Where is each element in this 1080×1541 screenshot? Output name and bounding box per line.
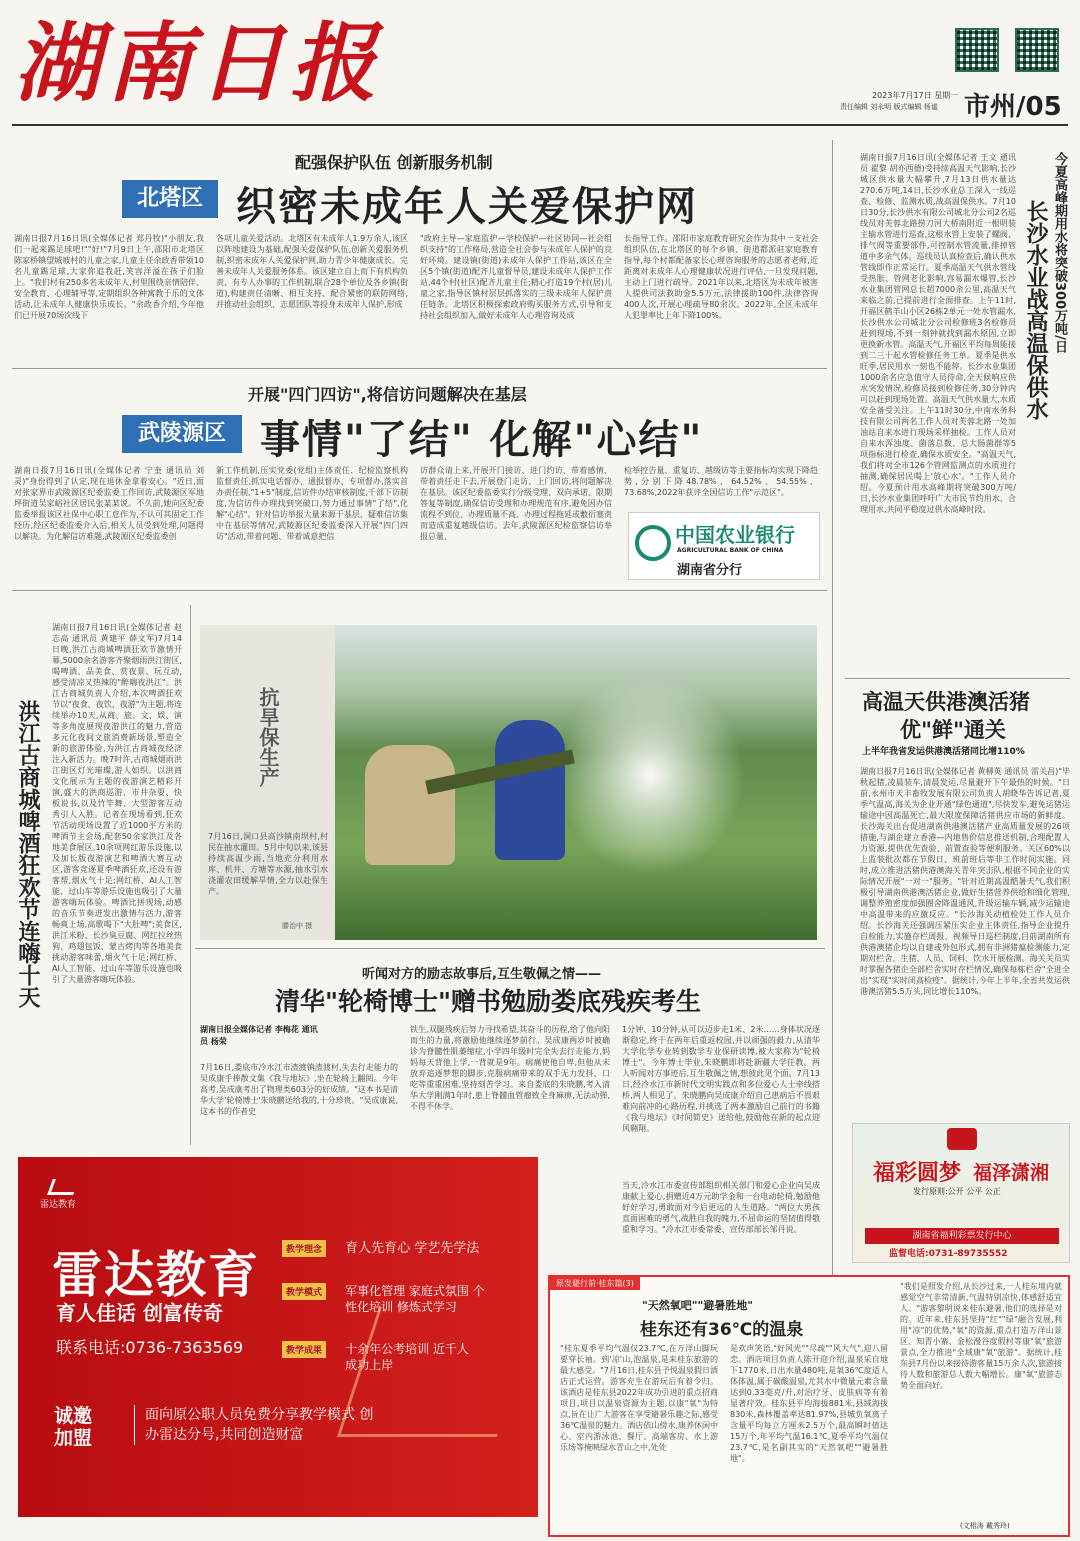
art2-headline: 事情"了结" 化解"心结" — [260, 417, 704, 463]
ad-phone: 联系电话:0736-7363569 — [56, 1338, 244, 1357]
qr-code-1 — [955, 28, 999, 72]
box-kicker: "天然氧吧""避暑胜地" — [642, 1299, 753, 1312]
left-story-body: 湖南日报7月16日讯(全媒体记者 赵志高 通讯员 黄建平 薛文军)7月14日晚,洪江古商城啤酒狂欢节激情开幕,5000余名游客齐聚烟雨洪江街区,喝啤酒、品美食、赏夜景、玩互动,感受清凉又热辣的"醉嗨夜洪江"。洪江古商城负责人介绍,本次啤酒狂欢节以"夜食、夜饮、夜游"为主题,将连续举办10天,从商、旅、文、娱、演等多角度展现夜游洪江的魅力,营造多元化夜间文旅消费新场景,塑造全新的旅游体验,为洪江古商城夜经济注入新活力。晚7时许,古商城烟雨洪江街区灯光璀璨,游人如织。以洪商文化展示为主题的夜游演艺精彩开演,盛大的洪商巡游、市井杂耍、快板说书,以及竹竿舞、大型游客互动秀引人入胜。记者在现场看到,狂欢节活动现场设置了近1000平方米的啤酒节主会场,配套50余家洪江及各地美食展区,10余项网红游乐设施,以及加长版夜游演艺和啤酒大赛互动区,游客竞逐夏季啤酒狂欢,还设有游客帮,烟火气十足;网红桥、AI人工智能、过山车等游乐设施也吸引了大量游客嗨玩体验。啤酒比拼现场,动感的音乐节奏迸发出激情与活力,游客畅爽上场,高歌喝下"大肚啤";美食区,洪江米粉、长沙臭豆腐、网红拉丝热狗、鸡翅包饭、蒙古烤肉等各地美食挑动游客味蕾,烟火气十足;网红桥、AI人工智能、过山车等游乐设施也吸引了大量游客嗨玩体验。 — [52, 623, 182, 984]
art3-col-1: 7月16日,娄底市冷水江市渣渡镇渣渡村,失去行走能力的吴成康手捧散文集《我与地坛》,坐在轮椅上翻阅。今年高考,吴成康考出了物理类603分的好成绩。"这本书是清华大学'轮椅博士'朱晓鹏送给我的,十分珍贵。"吴成康说,这本书的作者史 — [200, 1063, 398, 1116]
ad-tag: 教学模式 — [282, 1283, 326, 1300]
masthead-rule — [12, 124, 1068, 126]
bank-ad — [628, 512, 820, 580]
qr-code-2 — [1015, 28, 1059, 72]
ad-row-text: 军事化管理 家庭式氛围 个性化培训 修炼式学习 — [345, 1284, 485, 1314]
divider — [12, 368, 827, 369]
bank-logo-icon — [635, 525, 671, 561]
ad-tag: 教学成果 — [282, 1341, 326, 1358]
education-ad — [18, 1157, 538, 1517]
art3-col-3: 1分钟、10分钟,从可以迈步走1米、2米……身体状况逐渐稳定,终于在两年后重返校园,并以顽强的毅力,从清华大学化学专业转到数学专业保研读博,被大家称为"轮椅博士"。今年博士毕业,朱晓鹏即将赴新疆大学任教。两人听闻对方事迹后,互生敬佩之情,想彼此见个面。7月13日,经冷水江市新时代文明实践点和多位爱心人士牵线搭桥,两人相见了。朱晓鹏向吴成康介绍自己患病后不畏艰难向前冲的心路历程,并挑选了两本激励自己前行的书籍《我与地坛》《时间简史》送给他,鼓励他在新的起点迎风翱翔。 — [622, 1025, 820, 1133]
ad-logo: 雷达教育 — [40, 1200, 77, 1210]
art1-col-2: 各项儿童关爱活动。北塔区有未成年人1.9万余人,该区以阵地建设为基础,配强关爱保护队伍,创新关爱服务机制,织密未成年人关爱保护网,助力青少年健康成长。完善未成年人关爱服务体系。该区建立自上而下有机构负责、有专人办事的工作机制,联合28个单位及各乡镇(街道),构建责任清晰、相互支持、配合紧密的联防网络,并推动社会组织、志愿团队等投身未成年人保护,形成 — [216, 234, 408, 309]
art1-col-3: "政府主导—家庭监护—学校保护—社区协同—社会组织支持"的工作格局,营造全社会参与未成年人保护的良好环境。建设镇(街道)未成年人保护工作站,该区在全区5个镇(街道)配齐儿童督导员,建设未成年人保护工作站,44个村(社区)配齐儿童主任;精心打造19个村(居)儿童之家,指导区镇村层层抓落实的三级未成年人保护责任链条。北塔区积极探索政府购买服务方式,引导和支持社会组织加入,做好未成年人心理咨询及成 — [420, 234, 612, 320]
column-rule — [190, 605, 191, 1145]
photo-caption: 7月16日,洞口县高沙镇南坝村,村民在抽水灌田。5月中旬以来,该县持续高温少雨,当地充分利用水库、机井、方塘等水源,抽水引水浇灌农田缓解旱情,全力以赴保生产。 — [208, 832, 328, 896]
right2-subtitle: 上半年我省发运供港澳活猪同比增110% — [862, 747, 1025, 757]
art2-col-2: 新工作机制,压实党委(党组)主体责任、纪检监察机构监督责任,抓实电话督办、通报督办、专项督办,落实首办责任制,"1+5"制度,信访件办结审核制度,千部下访制度,为信访件办理找到突破口,努力通过事情"了结",化解"心结"。针对信访举报大量来源于基层、疑难信访集中在基层等情况,武陵源区纪委监委深入开展"四门四访"活动,带着问题、带着诚意把信 — [216, 466, 408, 541]
art3-byline: 湖南日报全媒体记者 李梅花 通讯员 杨荣 — [200, 1025, 318, 1046]
lottery-principle: 发行原则:公开 公平 公正 — [913, 1187, 1001, 1196]
art2-col-4: 检举控告量、重复访、越级访等主要指标均实现下降趋势,分别下降48.78%、64.52%、54.55%、73.68%,2022年获评全国信访工作"示范区"。 — [624, 466, 818, 497]
lottery-logo-icon — [947, 1128, 977, 1150]
ad-title: 雷达教育 — [52, 1246, 260, 1304]
art3-headline: 清华"轮椅博士"赠书勉励娄底残疾考生 — [275, 987, 702, 1016]
bank-branch: 湖南省分行 — [677, 563, 743, 578]
right1-title: 长沙水业战高温保供水 — [1023, 200, 1048, 420]
art1-district-tag: 北塔区 — [122, 180, 218, 218]
box-col-1: "桂东夏季平均气温仅23.7℃,在万洋山脚玩要穿长袖。到'凉'山,泡温泉,是来桂东旅游的最大感受。"7月16日,桂东县予悦温泉假日酒店正式运营。游客充生在游玩后有着令归。该酒店是桂东县2022年成功引进的重点招商项目,项目以温泉资源为主题,以康"氧"为特点,旨在让广大游客在享受避暑乐趣之际,感受36℃温泉的魅力。酒店依山傍水,康养休闲中心、室内游泳池、餐厅、高端客房、水上游乐场等掩映绿水青山之中,处处 — [560, 1344, 718, 1452]
divider — [12, 590, 827, 591]
art1-col-4: 长指导工作。邵阳市家庭教育研究会作为其中一支社会组织队伍,在北塔区的每个乡镇、街道都派驻家庭教育指导,每个村都配备家长心理咨询服务的志愿者老师,近距离对未成年人心理健康状况进行评估,一旦发现问题,主动上门进行疏导。2021年以来,北塔区为未成年被害人提供司法救助金5.5万元,法律援助100件,法律咨询400人次,开展心理疏导80余次。2022年,全区未成年人犯罪率比上年下降100%。 — [624, 234, 818, 320]
ad-invite: 诚邀加盟 — [54, 1405, 93, 1449]
art1-headline: 织密未成年人关爱保护网 — [236, 184, 698, 230]
box-label: 原发避行前·桂东篇(3) — [550, 1277, 640, 1290]
ad-tag: 教学理念 — [282, 1240, 326, 1257]
bank-name: 中国农业银行 — [675, 523, 795, 547]
ad-logo-icon — [47, 1179, 79, 1195]
right1-body: 湖南日报7月16日讯(全媒体记者 王文 通讯员 翟黎 胡亦西德)受持续高温天气影响,长沙城区供水量大幅攀升,7月13日供水量达270.6万吨,14日,长沙水业总工深入一线巡查、检修、监测水质,战高温保供水。7月10日30分,长沙供水有限公司城北分公司2名巡线员对芙蓉北路捞刀河大桥南附近一根明装主输水管进行巡查,这根水管上安装了螺阀、排气阀等重要部件,可控制水管流量,排掉管道中多余气体。巡线员认真检查后,确认供水管线即作正常运行。夏季高温天气供水管线受热胀、管网老化影响,容易漏水爆管,长沙水业集团管网总长超7000余公里,高温天气来临之前,已提前进行全面排查。上午11时,开福区鹤羊山小区26栋2单元一处水管漏水,长沙供水公司城北分公司检修班3名检修员赶到现场,不到一刻钟就找到漏水原因,立即更换新水管。高温天气,开福区平均每周能接到二三十起水管检修任务工单。夏季是供水旺季,居民用水一刻也不能停。长沙水业集团1000余名应急值守人员待命,全天候响应供水突发情况,检修员接到检修任务,30分钟内可以赶到现场处置。高温天气供水量大,水质安全备受关注。上午11时30分,中南水务科技有限公司两名工作人员对芙蓉北路一处加油站自来水进行现场采样抽检。工作人员对自来水浑浊度、菌落总数、总大肠菌群等5项指标进行检查,确保水质安全。"高温天气,我们将对全市126个管网监测点的水质进行抽测,确保居民喝上'放心水'。"工作人员介绍。今夏预计用水高峰期将突破300万吨/日,长沙水业集团呼吁广大市民节约用水、合理用水,共同平稳度过供水高峰时段。 — [860, 153, 1016, 514]
photo-credit: 滕治中 摄 — [282, 922, 313, 930]
ad-row-text: 十余年公考培训 近千人成功上岸 — [345, 1342, 469, 1372]
box-headline: 桂东还有36℃的温泉 — [640, 1320, 804, 1340]
right2-body: 湖南日报7月16日讯(全媒体记者 黄柳英 通讯员 雷关昌)"毕秋起猪,凌晨装车,清晨发运,尽量避开下午最热的时候。"日前,永州市天丰畜牧发展有限公司负责人胡晓华告诉记者,夏季气温高,海关为企业开通"绿色通道",尽快发车,避免运猪运输途中因高温死亡,最大限度保障活猪供应市场的新鲜度。长沙海关出台促进湖南供港澳活猪产业高质量发展的26项措施,与湖企建立香港—内地售价信息推送机制,合理配置人力资源,提供优先查验、前置查验等便利服务。关区60%以上监装批次都在节假日、班前班后等非工作时间实施。同时,成立推进活猪供港澳海关青年突击队,根据不同企业的实际情况开展"一对一"服务。"针对近期高温酷暑天气,我们积极引导湖南供港澳活猪企业,做好生猪营养供给和细化管理,调整养殖密度加强圈舍降温通风,升级运输车辆,减少运输途中高温带来的应激反应。"长沙海关动植检处工作人员介绍。长沙海关还强调压紧压实企业主体责任,指导企业提升自检能力,实施存栏周报、视频导日巡栏制度,目前湖南所有供港澳猪企均以自建或外包形式,拥有非洲猪瘟检测能力,定期对栏舍、生猪、人员、饲料、饮水开展检测。海关关员实时掌握各猪企全部栏舍实时存栏情况,确保每栋栏舍"全进全出"实现"实时闭高检疫"。据统计,今年上半年,全省共发运供港澳活猪5.5万头,同比增长110%。 — [860, 767, 1070, 996]
art1-kicker: 配强保护队伍 创新服务机制 — [295, 153, 493, 172]
lottery-slogan: 福泽潇湘 — [973, 1162, 1050, 1184]
divider — [845, 678, 1070, 679]
ad-row-text: 育人先育心 学艺先学法 — [345, 1241, 480, 1256]
right2-headline-1: 高温天供港澳活猪 — [862, 690, 1030, 714]
lottery-org: 湖南省福利彩票发行中心 — [865, 1228, 1059, 1244]
art2-district-tag: 武陵源区 — [122, 415, 242, 453]
lottery-logo: 福彩圆梦 — [873, 1161, 962, 1186]
divider — [195, 948, 825, 949]
box-byline: (文相涛 戴秀玲) — [960, 1522, 1010, 1530]
box-col-2: 是欢声笑语,"好风光""尽疏""风大气",迎八留恋。酒店项目负责人陈开迎介绍,温泉采自地下1770米,日出水量480吨,是氧36℃度适人体体温,属于碳酸温泉,尤其水中微量元素含量达到0.33毫克/升,对治疗牙、皮肤病等有着显著疗效。桂东县平均海拔881米,县域海拔830米,森林覆盖率达81.97%,县城负氧离子含量平均每立方厘米2.5万个,最高瞬时值达15万个,年平均气温16.1℃,夏季平均气温仅23.7℃,是名副其实的"天然氧吧""避暑胜地"。 — [730, 1344, 888, 1463]
masthead-logo: 湖南日报 — [14, 13, 382, 114]
right1-subtitle: 今夏高峰期用水将突破300万吨/日 — [1052, 152, 1067, 353]
ad-row-1 — [282, 1237, 479, 1257]
lottery-tel: 监督电话:0731-89735552 — [889, 1249, 1008, 1259]
art2-kicker: 开展"四门四访",将信访问题解决在基层 — [248, 385, 527, 404]
art2-col-1: 湖南日报7月16日讯(全媒体记者 宁奎 通讯员 刘灵)"身份得到了认定,现在退休金拿着安心。"近日,面对张家界市武陵源区纪委监委工作回访,武陵源区军地坪街道吴家峪社区居民张某某说。不久前,她向区纪委监委举报该区社保中心职工怠作为,不认可其固定工作经历,经区纪委监委介入后,相关人员受到处理,问题得以解决。为化解信访难题,武陵源区纪委监委创 — [14, 466, 204, 541]
ad-footer: 面向原公职人员免费分享教学模式 创办雷达分号,共同创造财富 — [134, 1405, 384, 1445]
art3-col-4: 当天,冷水江市委宣传部组织相关部门和爱心企业向吴成康献上爱心,捐赠近4万元助学金和一台电动轮椅,勉励他好好学习,勇敢面对今后更远的人生道路。"两位大男孩直面困难的勇气,战胜自我的魄力,不屈命运的坚韧值得敬重和学习。"冷水江市委常委、宣传部部长邹丹说。 — [622, 1181, 820, 1234]
bank-en: AGRICULTURAL BANK OF CHINA — [677, 547, 784, 554]
masthead-editors: 责任编辑 刘永明 版式编辑 杨谧 — [840, 103, 938, 111]
photo-title: 抗旱保生产 — [256, 687, 280, 787]
art2-col-3: 访群众请上来,开展开门接访、进门约访、带着感情、带着责任走下去,开展登门走访、上门回访,将问题解决在基层。该区纪委监委实行分级受理、双向承诺、限期答复等制度,确保信访受理和办理规范有序,避免因办信流程不到位、办理质量不高、办理过程拖延或敷衍塞责而造成重复越级信访。去年,武陵源区纪检监察信访举报总量、 — [420, 466, 612, 541]
art1-col-1: 湖南日报7月16日讯(全媒体记者 郑丹牧)"小朋友,我们一起来踢足球吧!""好!"7月9日上午,邵阳市北塔区陈家桥镇望城坡村的儿童之家,儿童主任余政香带领10名儿童踢足球,大家你追我赶,笑容洋溢在孩子们脸上。"我们村有250多名未成年人,村里围绕亲情陪伴、安全教育、心理辅导等,定期组织各种寓教于乐的文体活动,让未成年人健康快乐成长。"余政香介绍,今年他们已开展70场次线下 — [14, 234, 204, 320]
left-story-title: 洪江古商城啤酒狂欢节连嗨十天 — [15, 700, 40, 1008]
art3-col-2: 铁生,双腿残疾后努力寻找希望,其奋斗的历程,给了他向阳而生的力量,将激励他继续逐梦前行。吴成康两岁时被确诊为脊髓性肌萎缩症,小学四年级时完全失去行走能力,妈妈每天背他上学,一背就是9年。病痛使他自卑,但他从未放弃追逐梦想的脚步,克服病痛带来的双手无力发抖、口吃等重重困难,坚持刻苦学习。来自娄底的朱晓鹏,考入清华大学刚满1年时,患上脊髓血管瘤致全身麻痹,无法动弹,不得不休学。 — [410, 1025, 610, 1111]
masthead-date: 2023年7月17日 星期一 — [872, 91, 959, 100]
art3-kicker: 听闻对方的励志故事后,互生敬佩之情—— — [362, 967, 601, 982]
photo-caption-panel — [200, 625, 335, 940]
photo-farmers-watering — [335, 625, 817, 940]
section-label: 市州/05 — [964, 92, 1062, 122]
right2-headline-2: 优"鲜"通关 — [900, 718, 1006, 742]
lottery-ad — [852, 1123, 1070, 1263]
guidong-box — [548, 1275, 1070, 1537]
ad-slogan: 育人佳话 创富传奇 — [56, 1301, 223, 1325]
box-col-3: "我们是照发介绍,从长沙过来,一人桂东境内就感觉空气非常清新,气温特别凉快,体感舒适宜人。"游客黎明说来桂东避暑,他们的选择是对的。近年来,桂东县坚持"红""绿"融合发展,利用"凉"的优势,"氧"的资源,重点打造万洋山景区、知青小寨、金松漫谷度假村等康"氧"旅游景点,全力推进"全域康"氧"旅游"。据统计,桂东县7月份以来接待游客量15万余人次,旅游接待人数和旅游总人数大幅增长。康"氧"旅游态势全面向好。 — [900, 1282, 1062, 1390]
